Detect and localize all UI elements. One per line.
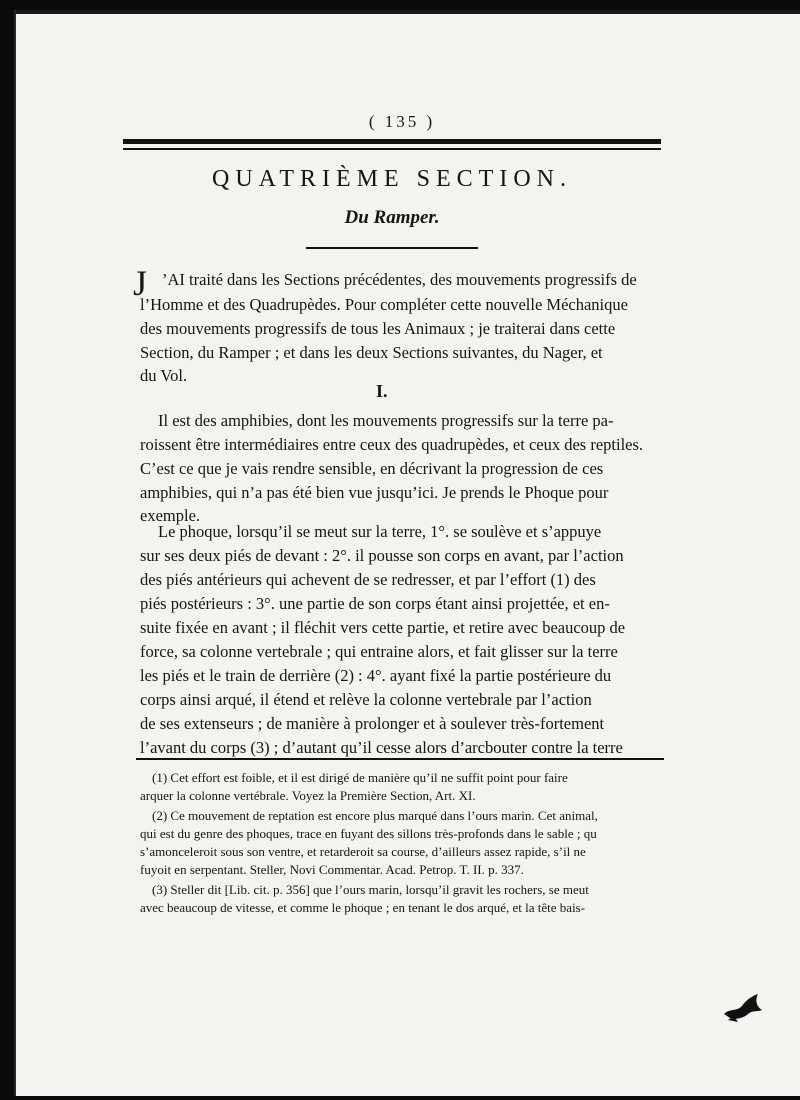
para1-line: amphibies, qui n’a pas été bien vue jusqu’ici. Je prends le Phoque pour	[140, 483, 609, 502]
intro-line: Section, du Ramper ; et dans les deux Sections suivantes, du Nager, et	[140, 343, 603, 362]
footnote-line: arquer la colonne vertébrale. Voyez la Première Section, Art. XI.	[140, 788, 476, 803]
article-heading: I.	[376, 381, 388, 401]
para2-line: sur ses deux piés de devant : 2°. il pousse son corps en avant, par l’action	[140, 546, 624, 565]
intro-line: ’AI traité dans les Sections précédentes, des mouvements progressifs de	[162, 270, 637, 289]
footnote-line: qui est du genre des phoques, trace en fuyant des sillons très-profonds dans le sable ; qu	[140, 826, 597, 841]
drop-cap: J	[133, 263, 148, 303]
page-number: ( 135 )	[368, 112, 436, 131]
page-top-edge	[16, 10, 800, 14]
header-rule-thick	[123, 139, 661, 144]
section-title: QUATRIÈME SECTION.	[212, 166, 572, 192]
ink-mark-icon	[722, 990, 768, 1024]
intro-line: du Vol.	[140, 366, 188, 385]
para2-line: force, sa colonne vertebrale ; qui entraine alors, et fait glisser sur la terre	[140, 642, 618, 661]
para1-line: roissent être intermédiaires entre ceux des quadrupèdes, et ceux des reptiles.	[140, 435, 644, 454]
para2-line: l’avant du corps (3) ; d’autant qu’il cesse alors d’arcbouter contre la terre	[140, 738, 623, 757]
para2-line: suite fixée en avant ; il fléchit vers cette partie, et retire avec beaucoup de	[140, 618, 626, 637]
intro-line: des mouvements progressifs de tous les Animaux ; je traiterai dans cette	[140, 319, 616, 338]
para2-line: des piés antérieurs qui achevent de se redresser, et par l’effort (1) des	[140, 570, 596, 589]
footnote-line: s’amonceleroit sous son ventre, et retarderoit sa course, d’ailleurs assez rapide, s’il ne	[140, 844, 586, 859]
footnote-rule	[136, 758, 664, 760]
para1-line: exemple.	[140, 506, 201, 525]
footnote-line: (3) Steller dit [Lib. cit. p. 356] que l’ours marin, lorsqu’il gravit les rochers, se meut	[152, 882, 589, 897]
footnote-line: fuyoit en serpentant. Steller, Novi Commentar. Acad. Petrop. T. II. p. 337.	[140, 862, 524, 877]
subtitle-rule	[306, 247, 478, 249]
para2-line: de ses extenseurs ; de manière à prolonger et à soulever très-fortement	[140, 714, 605, 733]
para2-line: piés postérieurs : 3°. une partie de son corps étant ainsi projettée, et en-	[140, 594, 610, 613]
footnote-line: avec beaucoup de vitesse, et comme le phoque ; en tenant le dos arqué, et la tête bais-	[140, 900, 586, 915]
intro-line: l’Homme et des Quadrupèdes. Pour compléter cette nouvelle Méchanique	[140, 295, 628, 314]
para1-line: C’est ce que je vais rendre sensible, en décrivant la progression de ces	[140, 459, 604, 478]
para2-line: Le phoque, lorsqu’il se meut sur la terre, 1°. se soulève et s’appuye	[158, 522, 602, 541]
para1-line: Il est des amphibies, dont les mouvements progressifs sur la terre pa-	[158, 411, 614, 430]
header-rule-thin	[123, 148, 661, 150]
book-page	[14, 10, 800, 1096]
footnote-line: (1) Cet effort est foible, et il est dirigé de manière qu’il ne suffit point pour faire	[152, 770, 568, 785]
section-subtitle: Du Ramper.	[344, 207, 440, 228]
para2-line: les piés et le train de derrière (2) : 4°. ayant fixé la partie postérieure du	[140, 666, 612, 685]
footnote-line: (2) Ce mouvement de reptation est encore plus marqué dans l’ours marin. Cet animal,	[152, 808, 598, 823]
para2-line: corps ainsi arqué, il étend et relève la colonne vertebrale par l’action	[140, 690, 592, 709]
